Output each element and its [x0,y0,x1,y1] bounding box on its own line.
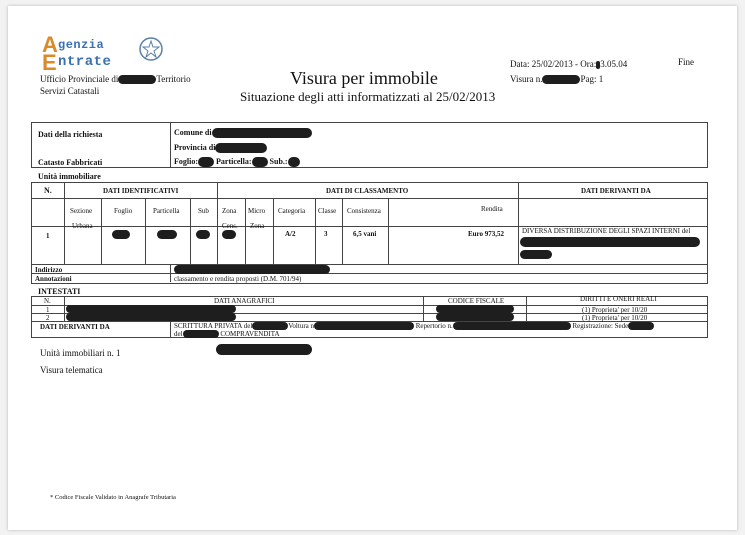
date-line [510,59,627,69]
particella-label: Particella: [216,157,252,166]
office-suffix: Territorio [156,74,191,84]
redaction [453,322,571,330]
foglio-label: Foglio: [174,157,198,166]
provincia-label: Provincia di [174,143,216,152]
end-label: Fine [678,57,695,67]
intestato-2-n: 2 [46,314,50,322]
col-divider [526,297,527,322]
redaction [198,157,214,167]
col-micro: Micro [248,207,266,215]
request-box [31,122,708,168]
compravendita-label: COMPRAVENDITA [220,330,280,338]
redaction [520,250,552,259]
redaction [157,230,177,239]
visura-suffix: Pag: 1 [580,74,604,84]
republic-emblem-icon [138,36,164,64]
redaction [216,344,312,355]
logo-letter-a: A [42,32,58,57]
col-divider [145,199,146,265]
col-classe: Classe [318,207,337,215]
document-page [8,6,737,530]
catasto-label: Catasto Fabbricati [38,158,103,167]
provincia-row [174,143,267,153]
col-divider [64,183,65,265]
registrazione-prefix: Registrazione: Sede [572,322,629,330]
class-header: DATI DI CLASSAMENTO [326,187,409,195]
intestato-1-diritti: (1) Proprieta' per 10/20 [582,306,648,314]
redaction [118,75,156,84]
col-consistenza: Consistenza [347,207,381,215]
col-cens: Cens. [222,222,238,230]
scrittura-prefix: SCRITTURA PRIVATA del [174,322,253,330]
redaction [112,230,130,239]
visura-type: Visura telematica [40,365,103,375]
redaction [288,157,300,167]
intestato-1-n: 1 [46,306,50,314]
row-n: 1 [46,232,50,240]
logo-word-1: genzia [58,38,105,52]
col-divider [342,199,343,265]
redaction [215,143,267,153]
page-title: Visura per immobile [290,68,438,88]
col-rendita: Rendita [481,205,503,213]
sub-label: Sub.: [269,157,288,166]
intestati-derivanti-label: DATI DERIVANTI DA [40,323,110,331]
unita-n-header: N. [44,186,52,195]
col-sezione: Sezione [70,207,93,215]
col-zona: Zona [222,207,237,215]
derivanti-line-2 [174,330,280,338]
col-divider [170,322,171,337]
row-divider [31,264,707,265]
logo-letter-e: E [42,50,57,75]
redaction [520,237,700,247]
office-line [40,74,191,84]
redaction [314,322,414,330]
redaction [66,313,236,321]
date-suffix: 3.05.04 [600,59,628,69]
col-divider [64,297,65,322]
redaction [174,265,330,274]
row-derivanti-text: DIVERSA DISTRIBUZIONE DEGLI SPAZI INTERNI del [522,227,691,235]
row-consistenza: 6,5 vani [353,230,377,238]
col-foglio: Foglio [114,207,133,215]
redaction [542,75,580,84]
col-micro-zona: Zona [250,222,265,230]
ident-header: DATI IDENTIFICATIVI [103,187,179,195]
deriv-header: DATI DERIVANTI DA [581,187,651,195]
redaction [252,157,268,167]
logo-word-2: ntrate [58,54,112,70]
col-divider [190,199,191,265]
visura-line [510,74,603,84]
col-divider [273,199,274,265]
comune-row [174,128,312,138]
col-divider [388,199,389,265]
del-label: del [174,330,183,338]
intestati-n-header: N. [44,297,51,305]
annotazioni-value: classamento e rendita proposti (D.M. 701/94) [174,275,302,283]
col-divider [423,297,424,322]
row-divider [31,273,707,274]
diritti-header: DIRITTI E ONERI REALI [580,295,657,303]
col-urbana: Urbana [72,222,93,230]
foglio-row [174,157,300,167]
office-line-2: Servizi Catastali [40,86,100,96]
col-divider [245,199,246,265]
col-sub: Sub [198,207,209,215]
request-label: Dati della richiesta [38,130,103,139]
redaction [436,313,514,321]
row-derivanti [522,227,702,235]
col-categoria: Categoria [278,207,306,215]
row-divider [31,198,707,199]
intestati-label: INTESTATI [38,287,81,296]
redaction [66,305,236,313]
col-divider [217,183,218,265]
row-categoria: A/2 [285,230,296,238]
col-particella: Particella [153,207,180,215]
row-classe: 3 [324,230,328,238]
redaction [183,330,219,338]
voltura-prefix: Voltura n [288,322,315,330]
divider [170,123,171,167]
unita-count: Unità immobiliari n. 1 [40,348,121,358]
redaction [436,305,514,313]
cf-header: CODICE FISCALE [448,297,505,305]
agenzia-entrate-logo [38,32,178,75]
redaction [222,230,236,239]
col-divider [518,183,519,265]
redaction [628,322,654,330]
comune-label: Comune di [174,128,212,137]
col-divider [315,199,316,265]
redaction [212,128,312,138]
col-divider [101,199,102,265]
annotazioni-label: Annotazioni [35,275,72,283]
office-prefix: Ufficio Provinciale di [40,74,119,84]
anagrafici-header: DATI ANAGRAFICI [214,297,275,305]
fiscal-code-note: * Codice Fiscale Validato in Anagrafe Tributaria [50,494,176,501]
redaction [196,230,210,239]
row-rendita: Euro 973,52 [468,230,505,238]
repertorio-prefix: Repertorio n. [415,322,453,330]
date-prefix: Data: 25/02/2013 - Ora: [510,59,597,69]
indirizzo-label: Indirizzo [35,266,63,274]
page-subtitle: Situazione degli atti informatizzati al 25/02/2013 [240,89,496,104]
visura-prefix: Visura n. [510,74,543,84]
col-divider [170,265,171,282]
intestato-2-diritti: (1) Proprieta' per 10/20 [582,314,648,322]
unita-section-label: Unità immobiliare [38,172,101,181]
